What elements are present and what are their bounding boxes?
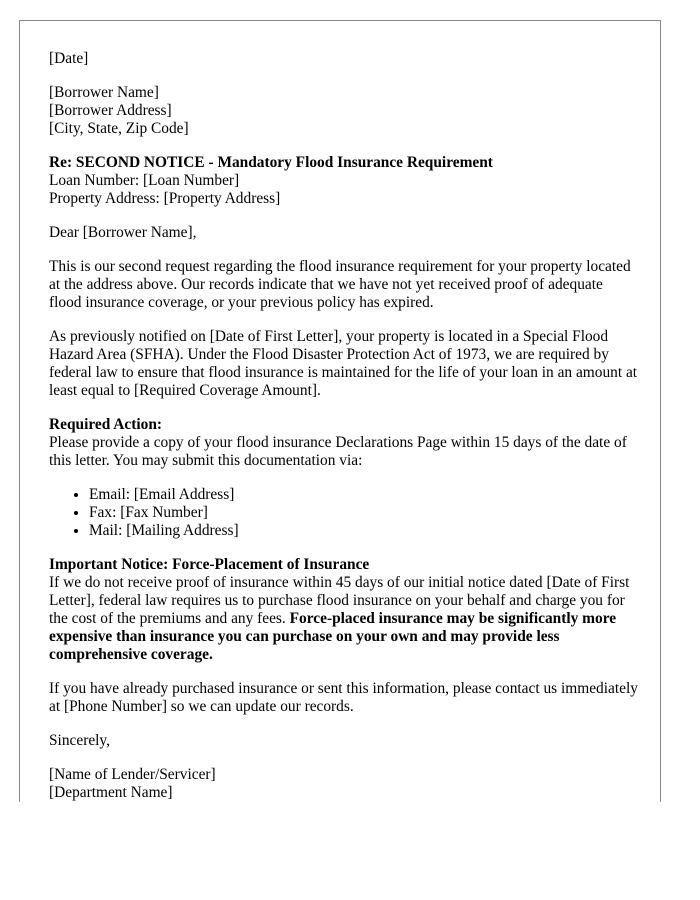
list-item-email: • Email: [Email Address] bbox=[89, 486, 639, 504]
recipient-city-state-zip: [City, State, Zip Code] bbox=[49, 120, 189, 137]
important-notice-text: If we do not receive proof of insurance within 45 days of our initial notice dated [Date of First Letter], federal law requires us to purchase flood insurance on your behalf and charge you for the cost of the premiums and any fees. bbox=[49, 574, 630, 627]
required-action-section bbox=[49, 416, 639, 540]
submission-methods-list bbox=[49, 486, 639, 540]
important-notice-heading: Important Notice: Force-Placement of Insurance bbox=[49, 556, 370, 573]
recipient-address: [Borrower Address] bbox=[49, 102, 172, 119]
list-item-fax: • Fax: [Fax Number] bbox=[89, 504, 639, 522]
required-action-text: Please provide a copy of your flood insurance Declarations Page within 15 days of the date of this letter. You may submit this documentation via: bbox=[49, 434, 627, 469]
paragraph-second-request: This is our second request regarding the flood insurance requirement for your property located at the address above. Our records indicate that we have not yet received proof of adequate flood insurance coverage, or your previous policy has expired. bbox=[49, 258, 631, 311]
recipient-block bbox=[49, 84, 639, 138]
force-placed-warning: Force-placed insurance may be significantly more expensive than insurance you can purchase on your own and may provide less comprehensive coverage. bbox=[49, 610, 617, 663]
signature-department: [Department Name] bbox=[49, 784, 173, 801]
letter-date: [Date] bbox=[49, 50, 89, 67]
signature-block bbox=[49, 766, 639, 802]
salutation: Dear [Borrower Name], bbox=[49, 224, 197, 241]
letter-content bbox=[49, 50, 639, 802]
loan-number: Loan Number: [Loan Number] bbox=[49, 172, 240, 189]
letter-page bbox=[19, 20, 661, 802]
property-address: Property Address: [Property Address] bbox=[49, 190, 281, 207]
closing: Sincerely, bbox=[49, 732, 110, 749]
recipient-name: [Borrower Name] bbox=[49, 84, 159, 101]
list-item-mail: • Mail: [Mailing Address] bbox=[89, 522, 639, 540]
subject-line: Re: SECOND NOTICE - Mandatory Flood Insurance Requirement bbox=[49, 154, 493, 171]
reference-block bbox=[49, 154, 639, 208]
paragraph-contact: If you have already purchased insurance or sent this information, please contact us immediately at [Phone Number] so we can update our records. bbox=[49, 680, 638, 715]
important-notice-section bbox=[49, 556, 639, 664]
important-notice-paragraph bbox=[49, 574, 639, 664]
required-action-heading: Required Action: bbox=[49, 416, 163, 433]
signature-lender: [Name of Lender/Servicer] bbox=[49, 766, 216, 783]
paragraph-sfha: As previously notified on [Date of First Letter], your property is located in a Special Flood Hazard Area (SFHA). Under the Flood Disaster Protection Act of 1973, we are required by federal law to ensure that flood insurance is maintained for the life of your loan in an amount at least equal to [Required Coverage Amount]. bbox=[49, 328, 638, 399]
